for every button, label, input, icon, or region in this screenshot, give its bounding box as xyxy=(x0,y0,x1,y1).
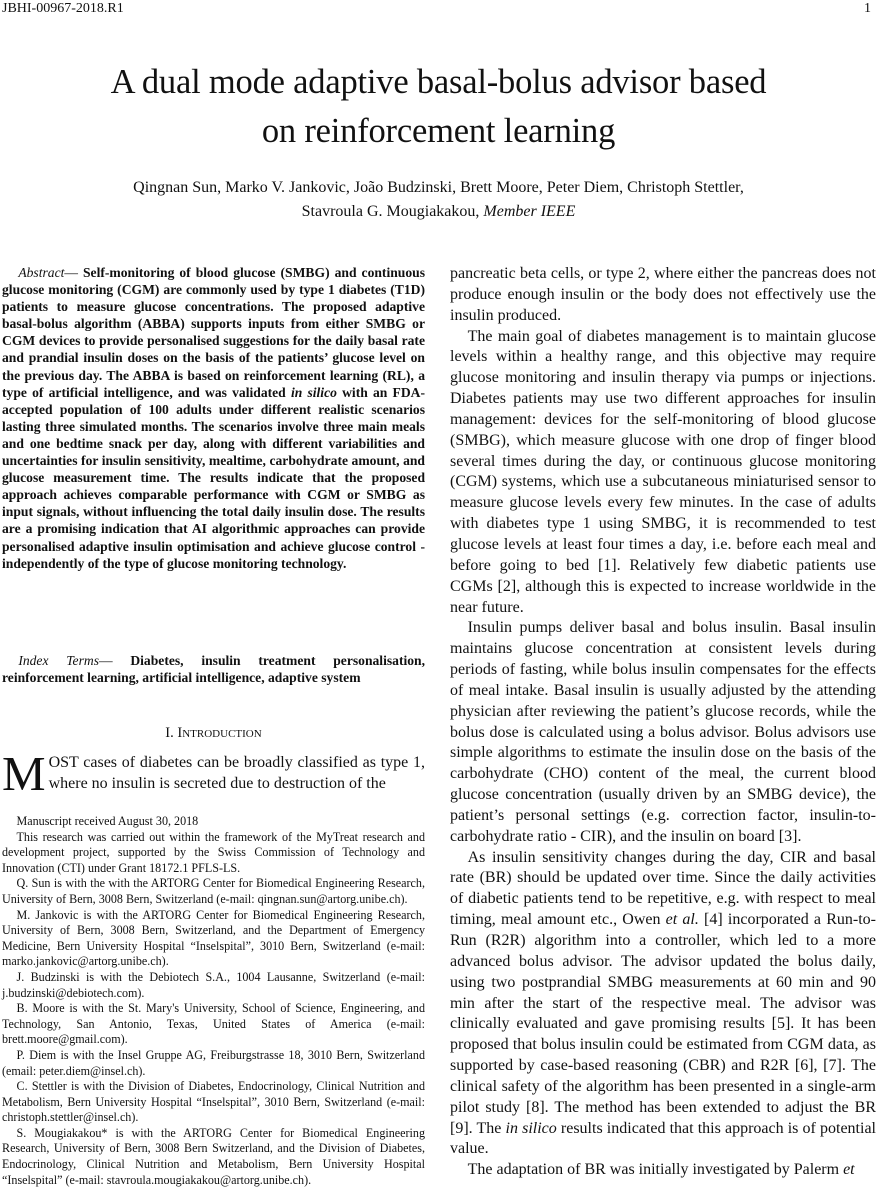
drop-cap: M xyxy=(2,746,46,801)
abstract-text-1: Self-monitoring of blood glucose (SMBG) and continuous glucose monitoring (CGM) are commonly used by type 1 diabetes (T1D) patients to measure glucose concentrations. The proposed adaptive basal-bolus algorithm (ABBA) supports inputs from either SMBG or CGM devices to provide personalised suggestions for the daily basal rate and prandial insulin doses on the basis of the patients’ glucose level on the previous day. The ABBA is based on reinforcement learning (RL), a type of artificial intelligence, and was validated xyxy=(2,265,425,400)
paper-id: JBHI-00967-2018.R1 xyxy=(2,1,124,16)
abstract-label: Abstract xyxy=(18,265,65,280)
right-column xyxy=(450,264,876,1181)
author-role: Member IEEE xyxy=(483,203,576,220)
body-paragraph xyxy=(450,1160,876,1181)
left-column xyxy=(2,264,425,1187)
title-line-2: on reinforcement learning xyxy=(261,112,616,150)
footnote: P. Diem is with the Insel Gruppe AG, Freiburgstrasse 18, 3010 Bern, Switzerland (email: peter.diem@insel.ch). xyxy=(2,1047,425,1078)
footnotes xyxy=(2,814,425,1188)
abstract xyxy=(2,264,425,572)
footnote: C. Stettler is with the Division of Diabetes, Endocrinology, Clinical Nutrition and Metabolism, Bern University Hospital “Inselspital”, 3010 Bern, Switzerland (e-mail: christoph.stettler@insel.ch). xyxy=(2,1079,425,1125)
authors-line-2 xyxy=(0,200,877,224)
index-terms-text: Diabetes, insulin treatment personalisation, reinforcement learning, artificial intelligence, adaptive system xyxy=(2,653,425,686)
page-number: 1 xyxy=(864,1,871,16)
footnote: Manuscript received August 30, 2018 xyxy=(16,814,199,828)
section-rest: NTRODUCTION xyxy=(182,728,262,740)
in-silico-italic: in silico xyxy=(505,1119,557,1137)
section-initial: I xyxy=(177,725,183,741)
et-italic: et xyxy=(843,1161,855,1179)
body-text: As insulin sensitivity changes during the day, CIR and basal rate (BR) should be updated over time. Since the daily activities of diabetic patients tend to be repetitive, e.g. with respect to meal timing, meal amount etc., Owen xyxy=(450,848,876,929)
running-header xyxy=(2,1,871,19)
et-al-italic: et al. xyxy=(665,911,699,929)
body-text: The adaptation of BR was initially investigated by Palerm xyxy=(467,1161,844,1179)
body-paragraph: The main goal of diabetes management is to maintain glucose levels within a healthy range, and this objective may require glucose monitoring and insulin therapy via pumps or injections. Diabetes patients may use two different approaches for insulin management: devices for the self-monitoring of blood glucose (SMBG), which measure glucose with one drop of finger blood several times during the day, or continuous glucose monitoring (CGM) systems, which use a subcutaneous miniaturised sensor to measure glucose levels every few minutes. In the case of adults with diabetes type 1 using SMBG, it is recommended to test glucose levels at least four times a day, i.e. before each meal and before going to bed [1]. Relatively few diabetic patients use CGMs [2], although this is expected to increase worldwide in the near future. xyxy=(450,327,876,616)
footnote: M. Jankovic is with the ARTORG Center for Biomedical Engineering Research, University of Bern, 3008 Bern, Switzerland, and the Department of Emergency Medicine, Bern University Hospital “Inselspital”, 3010 Bern, Switzerland (e-mail: marko.jankovic@artorg.unibe.ch). xyxy=(2,907,425,969)
intro-text: OST cases of diabetes can be broadly classified as type 1, where no insulin is secreted due to destruction of the xyxy=(48,754,425,792)
index-terms xyxy=(2,652,425,686)
footnote: Q. Sun is with the with the ARTORG Center for Biomedical Engineering Research, University of Bern, 3008 Bern, Switzerland (e-mail: qingnan.sun@artorg.unibe.ch). xyxy=(2,876,425,906)
index-terms-dash: — xyxy=(99,653,113,668)
footnote: This research was carried out within the framework of the MyTreat research and development project, supported by the Swiss Commission of Technology and Innovation (CTI) under Grant 18172.1 PFLS-LS. xyxy=(2,829,425,875)
body-paragraph xyxy=(450,848,876,1161)
body-paragraph: pancreatic beta cells, or type 2, where either the pancreas does not produce enough insulin or the body does not effectively use the insulin produced. xyxy=(450,265,876,324)
body-paragraph: Insulin pumps deliver basal and bolus insulin. Basal insulin maintains glucose concentration at consistent levels during periods of fasting, while bolus insulin compensates for the effects of meal intake. Basal insulin is usually adjusted by the attending physician after reviewing the patient’s glucose records, while the bolus dose is calculated using a bolus advisor. Bolus advisors use simple algorithms to estimate the insulin dose on the basis of the carbohydrate (CHO) content of the meal, the current blood glucose concentration (usually driven by an SMBG device), the patient’s personal settings (e.g. correction factor, insulin-to-carbohydrate ratio - CIR), and the insulin on board [3]. xyxy=(450,619,876,845)
paper-title xyxy=(0,58,877,156)
section-heading-introduction xyxy=(2,725,425,742)
footnote: S. Mougiakakou* is with the ARTORG Center for Biomedical Engineering Research, University of Bern, 3008 Bern Switzerland, and the Division of Diabetes, Endocrinology, Clinical Nutrition and Metabolism, Bern University Hospital “Inselspital” (e-mail: stavroula.mougiakakou@artorg.unibe.ch). xyxy=(2,1125,425,1187)
abstract-text-2: with an FDA-accepted population of 100 adults under different realistic scenarios lasting three simulated months. The scenarios involve three main meals and one bedtime snack per day, along with different variabilities and uncertainties for insulin sensitivity, mealtime, carbohydrate amount, and glucose measurement time. The results indicate that the proposed approach achieves comparable performance with CGM or SMBG as input signals, without influencing the total daily insulin dose. The results are a promising indication that AI algorithmic approaches can provide personalised adaptive insulin optimisation and achieve glucose control - independently of the type of glucose monitoring technology. xyxy=(2,384,425,571)
index-terms-label: Index Terms xyxy=(18,653,99,668)
abstract-in-silico: in silico xyxy=(290,384,337,400)
intro-paragraph xyxy=(2,746,425,801)
abstract-dash: — xyxy=(64,265,78,280)
authors-line-2-names: Stavroula G. Mougiakakou, xyxy=(301,203,480,220)
title-line-1: A dual mode adaptive basal-bolus advisor based xyxy=(110,63,767,101)
body-text: [4] incorporated a Run-to-Run (R2R) algorithm into a controller, which led to a more advanced bolus advisor. The advisor updated the bolus daily, using two postprandial SMBG measurements at 60 min and 90 min after the start of the respective meal. The advisor was clinically evaluated and gave promising results [5]. It has been proposed that bolus insulin could be estimated from CGM data, as supported by case-based reasoning (CBR) and R2R [6], [7]. The clinical safety of the algorithm has been presented in a single-arm pilot study [8]. The method has been extended to adjust the BR [9]. The xyxy=(450,911,876,1137)
footnote: J. Budzinski is with the Debiotech S.A., 1004 Lausanne, Switzerland (e-mail: j.budzinski@debiotech.com). xyxy=(2,969,425,1000)
body-text: results indicated that this approach is of potential value. xyxy=(450,1119,876,1158)
footnote: B. Moore is with the St. Mary's University, School of Science, Engineering, and Technology, San Antonio, Texas, United States of America (e-mail: brett.moore@gmail.com). xyxy=(2,1001,425,1047)
section-numeral: I. xyxy=(165,725,174,741)
authors-line-1: Qingnan Sun, Marko V. Jankovic, João Budzinski, Brett Moore, Peter Diem, Christoph Stettler, xyxy=(133,179,744,196)
author-list xyxy=(0,176,877,224)
